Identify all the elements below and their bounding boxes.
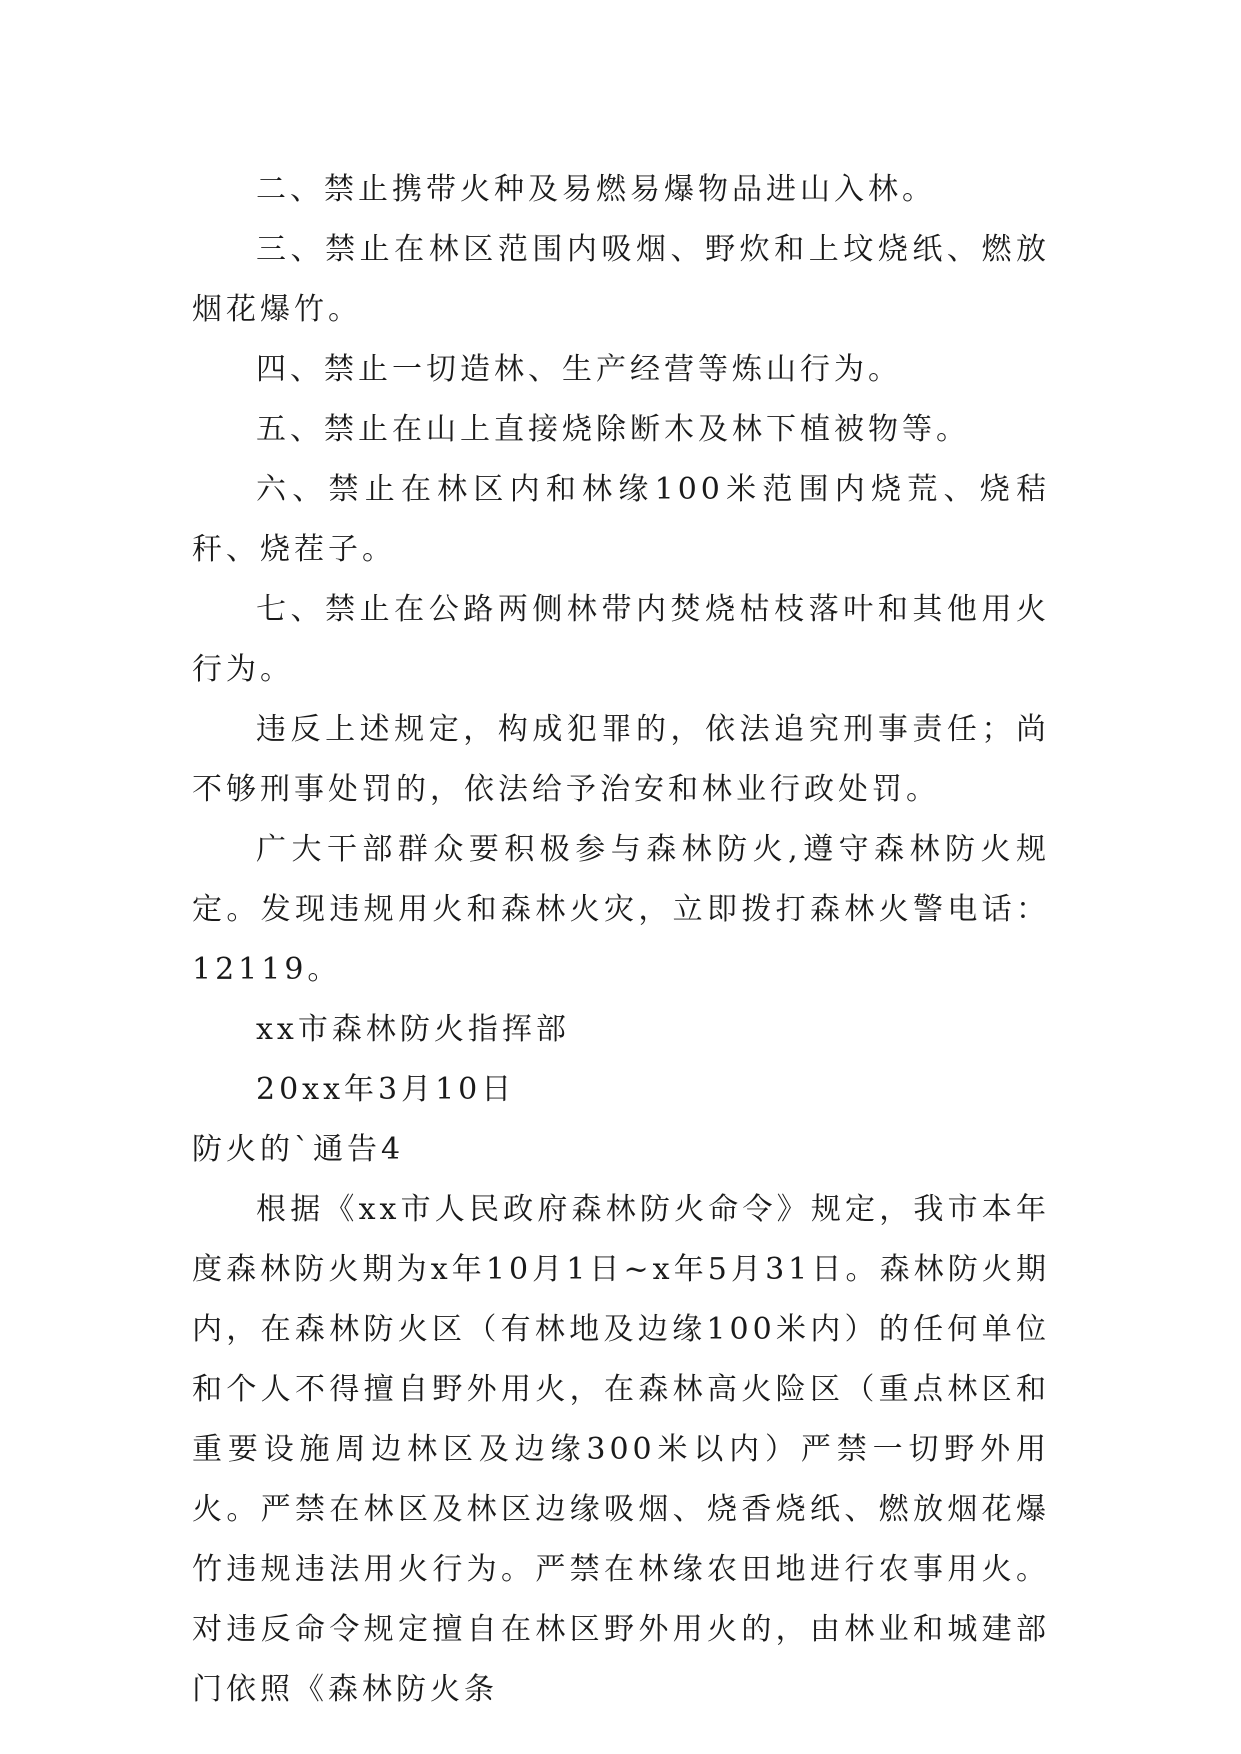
paragraph-notice-4-body: 根据《xx市人民政府森林防火命令》规定，我市本年度森林防火期为x年10月1日~x年5月31日。森林防火期内，在森林防火区（有林地及边缘100米内）的任何单位和个人不得擅自野外用火，在森林高火险区（重点林区和重要设施周边林区及边缘300米以内）严禁一切野外用火。严禁在林区及林区边缘吸烟、烧香烧纸、燃放烟花爆竹违规违法用火行为。严禁在林缘农田地进行农事用火。对违反命令规定擅自在林区野外用火的，由林业和城建部门依照《森林防火条 bbox=[192, 1192, 1050, 1707]
paragraph-call-to-action: 广大干部群众要积极参与森林防火,遵守森林防火规定。发现违规用火和森林火灾，立即拨打森林火警电话：12119。 bbox=[192, 832, 1050, 987]
signature-issuer: xx市森林防火指挥部 bbox=[256, 1012, 570, 1047]
paragraph-rule-2: 二、禁止携带火种及易燃易爆物品进山入林。 bbox=[256, 172, 936, 207]
paragraph-rule-4: 四、禁止一切造林、生产经营等炼山行为。 bbox=[256, 352, 902, 387]
paragraph-rule-6: 六、禁止在林区内和林缘100米范围内烧荒、烧秸秆、烧茬子。 bbox=[192, 472, 1050, 567]
document-body bbox=[192, 160, 1050, 1720]
paragraph-rule-3: 三、禁止在林区范围内吸烟、野炊和上坟烧纸、燃放烟花爆竹。 bbox=[192, 232, 1050, 327]
paragraph-penalty: 违反上述规定，构成犯罪的，依法追究刑事责任；尚不够刑事处罚的，依法给予治安和林业行政处罚。 bbox=[192, 712, 1050, 807]
paragraph-rule-5: 五、禁止在山上直接烧除断木及林下植被物等。 bbox=[256, 412, 970, 447]
signature-date: 20xx年3月10日 bbox=[256, 1072, 516, 1107]
paragraph-rule-7: 七、禁止在公路两侧林带内焚烧枯枝落叶和其他用火行为。 bbox=[192, 592, 1050, 687]
notice-heading: 防火的`通告4 bbox=[192, 1132, 405, 1167]
